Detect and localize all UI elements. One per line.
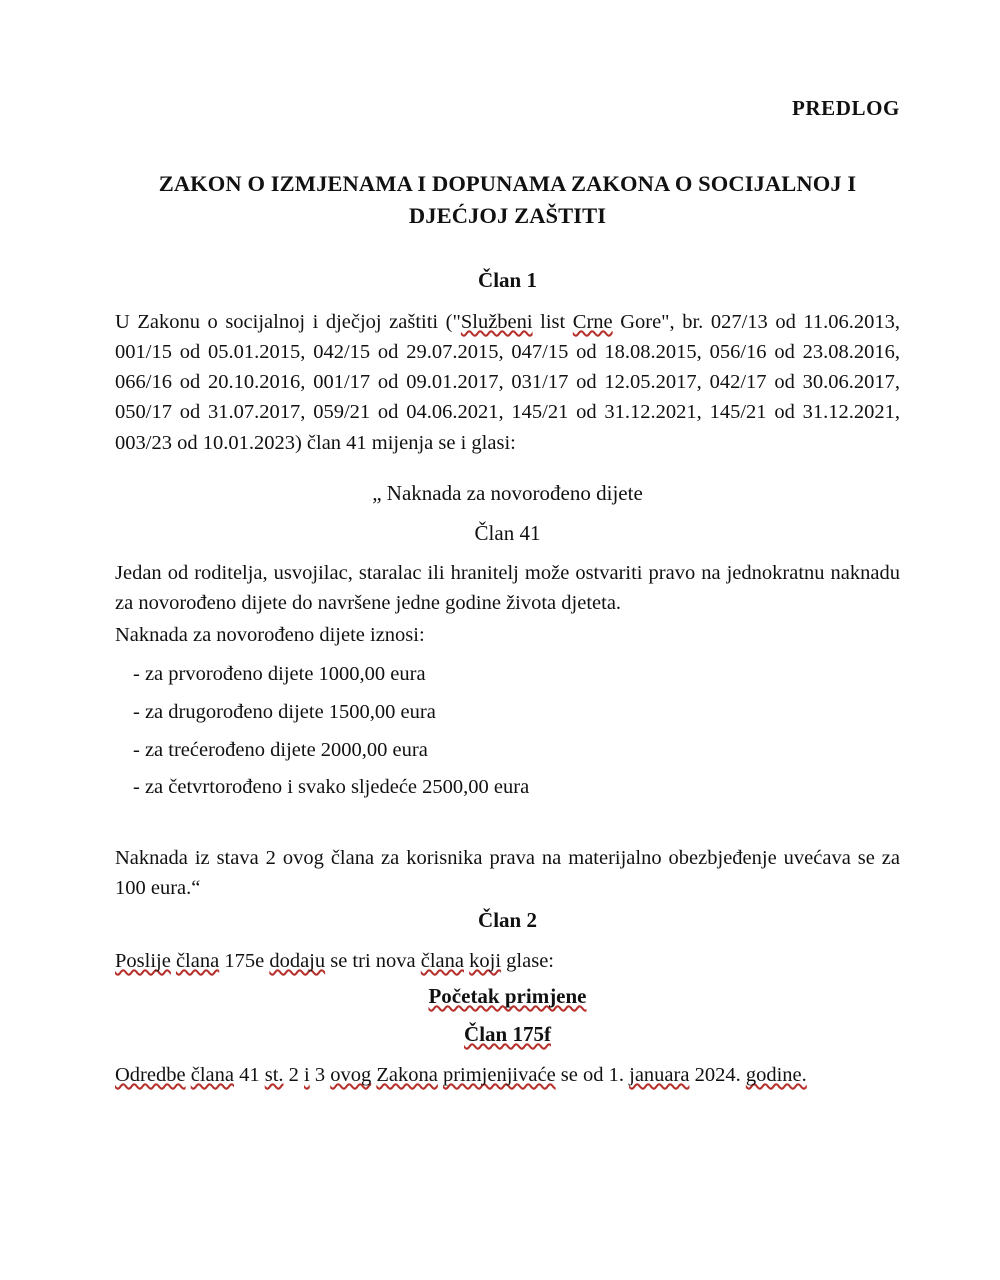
article-175f-heading xyxy=(115,1022,900,1047)
final-text-part-4: 3 xyxy=(309,1064,331,1086)
article-2-text-part-5: glase: xyxy=(501,950,554,972)
section-subheading-pocetak-primjene xyxy=(115,984,900,1009)
article-2-text-part-2: 175e xyxy=(219,950,270,972)
article-41-paragraph-1: Jedan od roditelja, usvojilac, staralac ili hranitelj može ostvariti pravo na jednokratnu naknadu za novorođeno dijete do navršene jedne godine života djeteta. xyxy=(115,562,900,615)
document-label: PREDLOG xyxy=(791,96,900,120)
spellcheck-word-godine: godine. xyxy=(745,1064,807,1086)
list-item: - za drugorođeno dijete 1500,00 eura xyxy=(133,701,436,723)
article-2-intro-paragraph xyxy=(115,946,900,976)
spellcheck-word-crne: Crne xyxy=(572,311,613,333)
final-text-part-8: 2024. xyxy=(689,1064,746,1086)
article-41-paragraph-3: Naknada iz stava 2 ovog člana za korisnika prava na materijalno obezbjeđenje uvećava se za 100 eura.“ xyxy=(115,847,900,900)
intro-text-part-3: Gore", br. 027/13 od 11.06.2013, 001/15 od 05.01.2015, 042/15 od 29.07.2015, 047/15 od 18.08.2015, 056/16 od 23.08.2016, 066/16 od 20.10.2016, 001/17 od 09.01.2017, 031/17 od 12.05.2017, 042/17 od 30.06.2017, 050/17 od 31.07.2017, 059/21 od 04.06.2021, 145/21 od 31.12.2021, 145/21 od 31.12.2021, 003/23 od 10.01.2023) član 41 mijenja se i glasi: xyxy=(115,311,900,454)
spellcheck-word-ovog: ovog xyxy=(330,1064,372,1086)
article-1-heading: Član 1 xyxy=(478,268,537,292)
final-text-part-2: 41 xyxy=(233,1064,265,1086)
final-text-part-7: se od 1. xyxy=(555,1064,630,1086)
article-2-text-part-3: se tri nova xyxy=(325,950,421,972)
list-item: - za četvrtorođeno i svako sljedeće 2500,00 eura xyxy=(133,776,530,798)
intro-text-part-2: list xyxy=(532,311,573,333)
spellcheck-word-sluzbeni: Službeni xyxy=(460,311,533,333)
spellcheck-word-koji: koji xyxy=(469,950,502,972)
spellcheck-word-poslije: Poslije xyxy=(115,950,171,972)
article-41-heading: Član 41 xyxy=(474,521,541,545)
article-1-intro-paragraph xyxy=(115,307,900,458)
spellcheck-word-clana-2: člana xyxy=(420,950,465,972)
intro-text-part-1: U Zakonu o socijalnoj i dječjoj zaštiti (" xyxy=(115,311,461,333)
list-item: - za prvorođeno dijete 1000,00 eura xyxy=(133,663,426,685)
list-item: - za trećerođeno dijete 2000,00 eura xyxy=(133,739,428,761)
spellcheck-word-clana: člana xyxy=(175,950,220,972)
quoted-benefit-title: „ Naknada za novorođeno dijete xyxy=(372,481,643,505)
spellcheck-word-clana-3: člana xyxy=(190,1064,234,1086)
spellcheck-phrase-pocetak-primjene: Početak primjene xyxy=(428,984,587,1008)
spellcheck-word-i: i xyxy=(304,1064,310,1086)
spellcheck-word-odredbe: Odredbe xyxy=(115,1064,186,1086)
article-41-paragraph-2: Naknada za novorođeno dijete iznosi: xyxy=(115,624,425,646)
document-title: ZAKON O IZMJENAMA I DOPUNAMA ZAKONA O SOCIJALNOJ I DJEĆJOJ ZAŠTITI xyxy=(158,171,857,228)
spellcheck-word-dodaju: dodaju xyxy=(269,950,326,972)
final-text-part-3: 2 xyxy=(283,1064,305,1086)
spellcheck-word-st: st. xyxy=(264,1064,284,1086)
spellcheck-word-zakona: Zakona xyxy=(376,1064,438,1086)
article-175f-provision xyxy=(115,1060,900,1090)
article-2-heading: Član 2 xyxy=(478,908,537,932)
spellcheck-phrase-clan-175f: Član 175f xyxy=(464,1022,551,1046)
spellcheck-word-januara: januara xyxy=(629,1064,690,1086)
spellcheck-word-primjenjivace: primjenjivaće xyxy=(442,1064,556,1086)
